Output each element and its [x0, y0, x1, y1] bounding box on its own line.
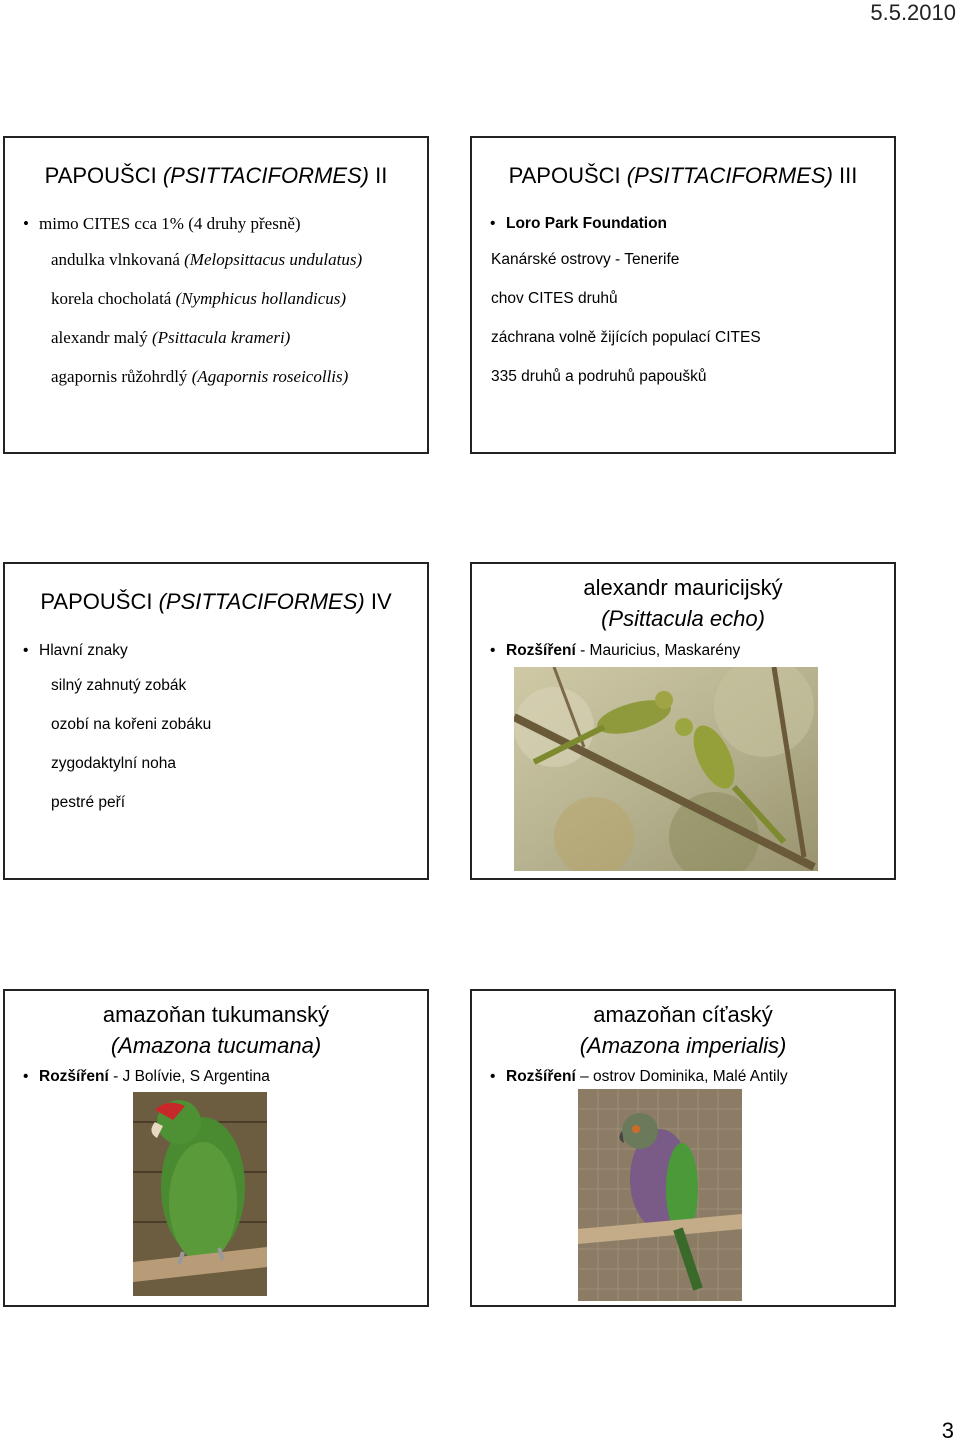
slide-title: alexandr mauricijský (Psittacula echo)	[583, 575, 783, 631]
slide-title: amazoňan cíťaský (Amazona imperialis)	[579, 1002, 787, 1058]
bullet-item: • Loro Park Foundation	[490, 215, 667, 233]
list-item: zygodaktylní noha	[51, 755, 176, 772]
species-item: agapornis růžohrdlý (Agapornis roseicollis)	[51, 367, 349, 386]
slide-title: PAPOUŠCI (PSITTACIFORMES) II	[44, 163, 388, 188]
species-item: andulka vlnkovaná (Melopsittacus undulatus)	[51, 250, 363, 269]
slide-title: amazoňan tukumanský (Amazona tucumana)	[102, 1002, 330, 1058]
slide-papousci-iii	[470, 136, 896, 454]
list-item: pestré peří	[51, 794, 126, 811]
list-item: silný zahnutý zobák	[51, 677, 187, 694]
slide-amazonan-citasky	[470, 989, 896, 1307]
bullet-item: • mimo CITES cca 1% (4 druhy přesně)	[23, 214, 301, 234]
list-item: Kanárské ostrovy - Tenerife	[491, 251, 680, 268]
slide-amazonan-tukumansky	[3, 989, 429, 1307]
slide-title: PAPOUŠCI (PSITTACIFORMES) IV	[40, 589, 392, 614]
page-number: 3	[941, 1418, 954, 1443]
bullet-item: • Rozšíření - Mauricius, Maskarény	[490, 642, 740, 660]
bullet-item: • Hlavní znaky	[23, 642, 128, 660]
slide-title: PAPOUŠCI (PSITTACIFORMES) III	[508, 163, 858, 188]
page-date: 5.5.2010	[870, 0, 956, 25]
species-item: alexandr malý (Psittacula krameri)	[51, 328, 291, 347]
bullet-item: • Rozšíření – ostrov Dominika, Malé Antily	[490, 1068, 788, 1086]
slide-papousci-ii	[3, 136, 429, 454]
parrot-photo	[578, 1089, 742, 1301]
parrot-photo	[133, 1092, 267, 1296]
slide-alexandr-mauricijsky	[470, 562, 896, 880]
bullet-item: • Rozšíření - J Bolívie, S Argentina	[23, 1068, 270, 1086]
parrot-photo	[514, 667, 818, 871]
species-item: korela chocholatá (Nymphicus hollandicus)	[51, 289, 347, 308]
list-item: ozobí na kořeni zobáku	[51, 716, 212, 733]
list-item: 335 druhů a podruhů papoušků	[491, 368, 707, 385]
list-item: záchrana volně žijících populací CITES	[491, 329, 761, 346]
list-item: chov CITES druhů	[491, 290, 618, 307]
slide-papousci-iv	[3, 562, 429, 880]
